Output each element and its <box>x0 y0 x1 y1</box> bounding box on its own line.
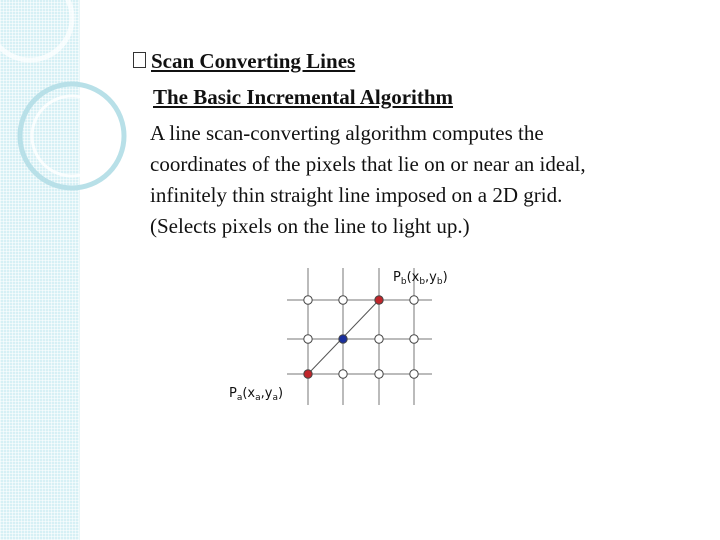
body-line-4: (Selects pixels on the line to light up.) <box>150 214 470 238</box>
slide-subtitle: The Basic Incremental Algorithm <box>153 85 454 109</box>
pixel-hollow <box>304 296 312 304</box>
body-line-2: coordinates of the pixels that lie on or near an ideal, <box>150 152 586 176</box>
end-point-label: $P_b(x_b,y_b)$ <box>393 270 448 287</box>
pixel-hollow <box>375 335 383 343</box>
pixel-hollow <box>410 296 418 304</box>
pixel-selected <box>339 335 347 343</box>
pixel-hollow <box>375 370 383 378</box>
pixel-start-point <box>304 370 312 378</box>
pixel-hollow <box>339 370 347 378</box>
slide-title: Scan Converting Lines <box>151 49 356 73</box>
pixel-hollow <box>410 370 418 378</box>
pixel-hollow <box>304 335 312 343</box>
pixel-hollow <box>339 296 347 304</box>
start-point-label: $P_a(x_a,y_a)$ <box>229 386 284 403</box>
pixel-points <box>304 296 418 378</box>
pixel-hollow <box>410 335 418 343</box>
body-line-3: infinitely thin straight line imposed on a 2D grid. <box>150 183 563 207</box>
body-line-1: A line scan-converting algorithm computes the <box>150 121 544 145</box>
pixel-end-point <box>375 296 383 304</box>
